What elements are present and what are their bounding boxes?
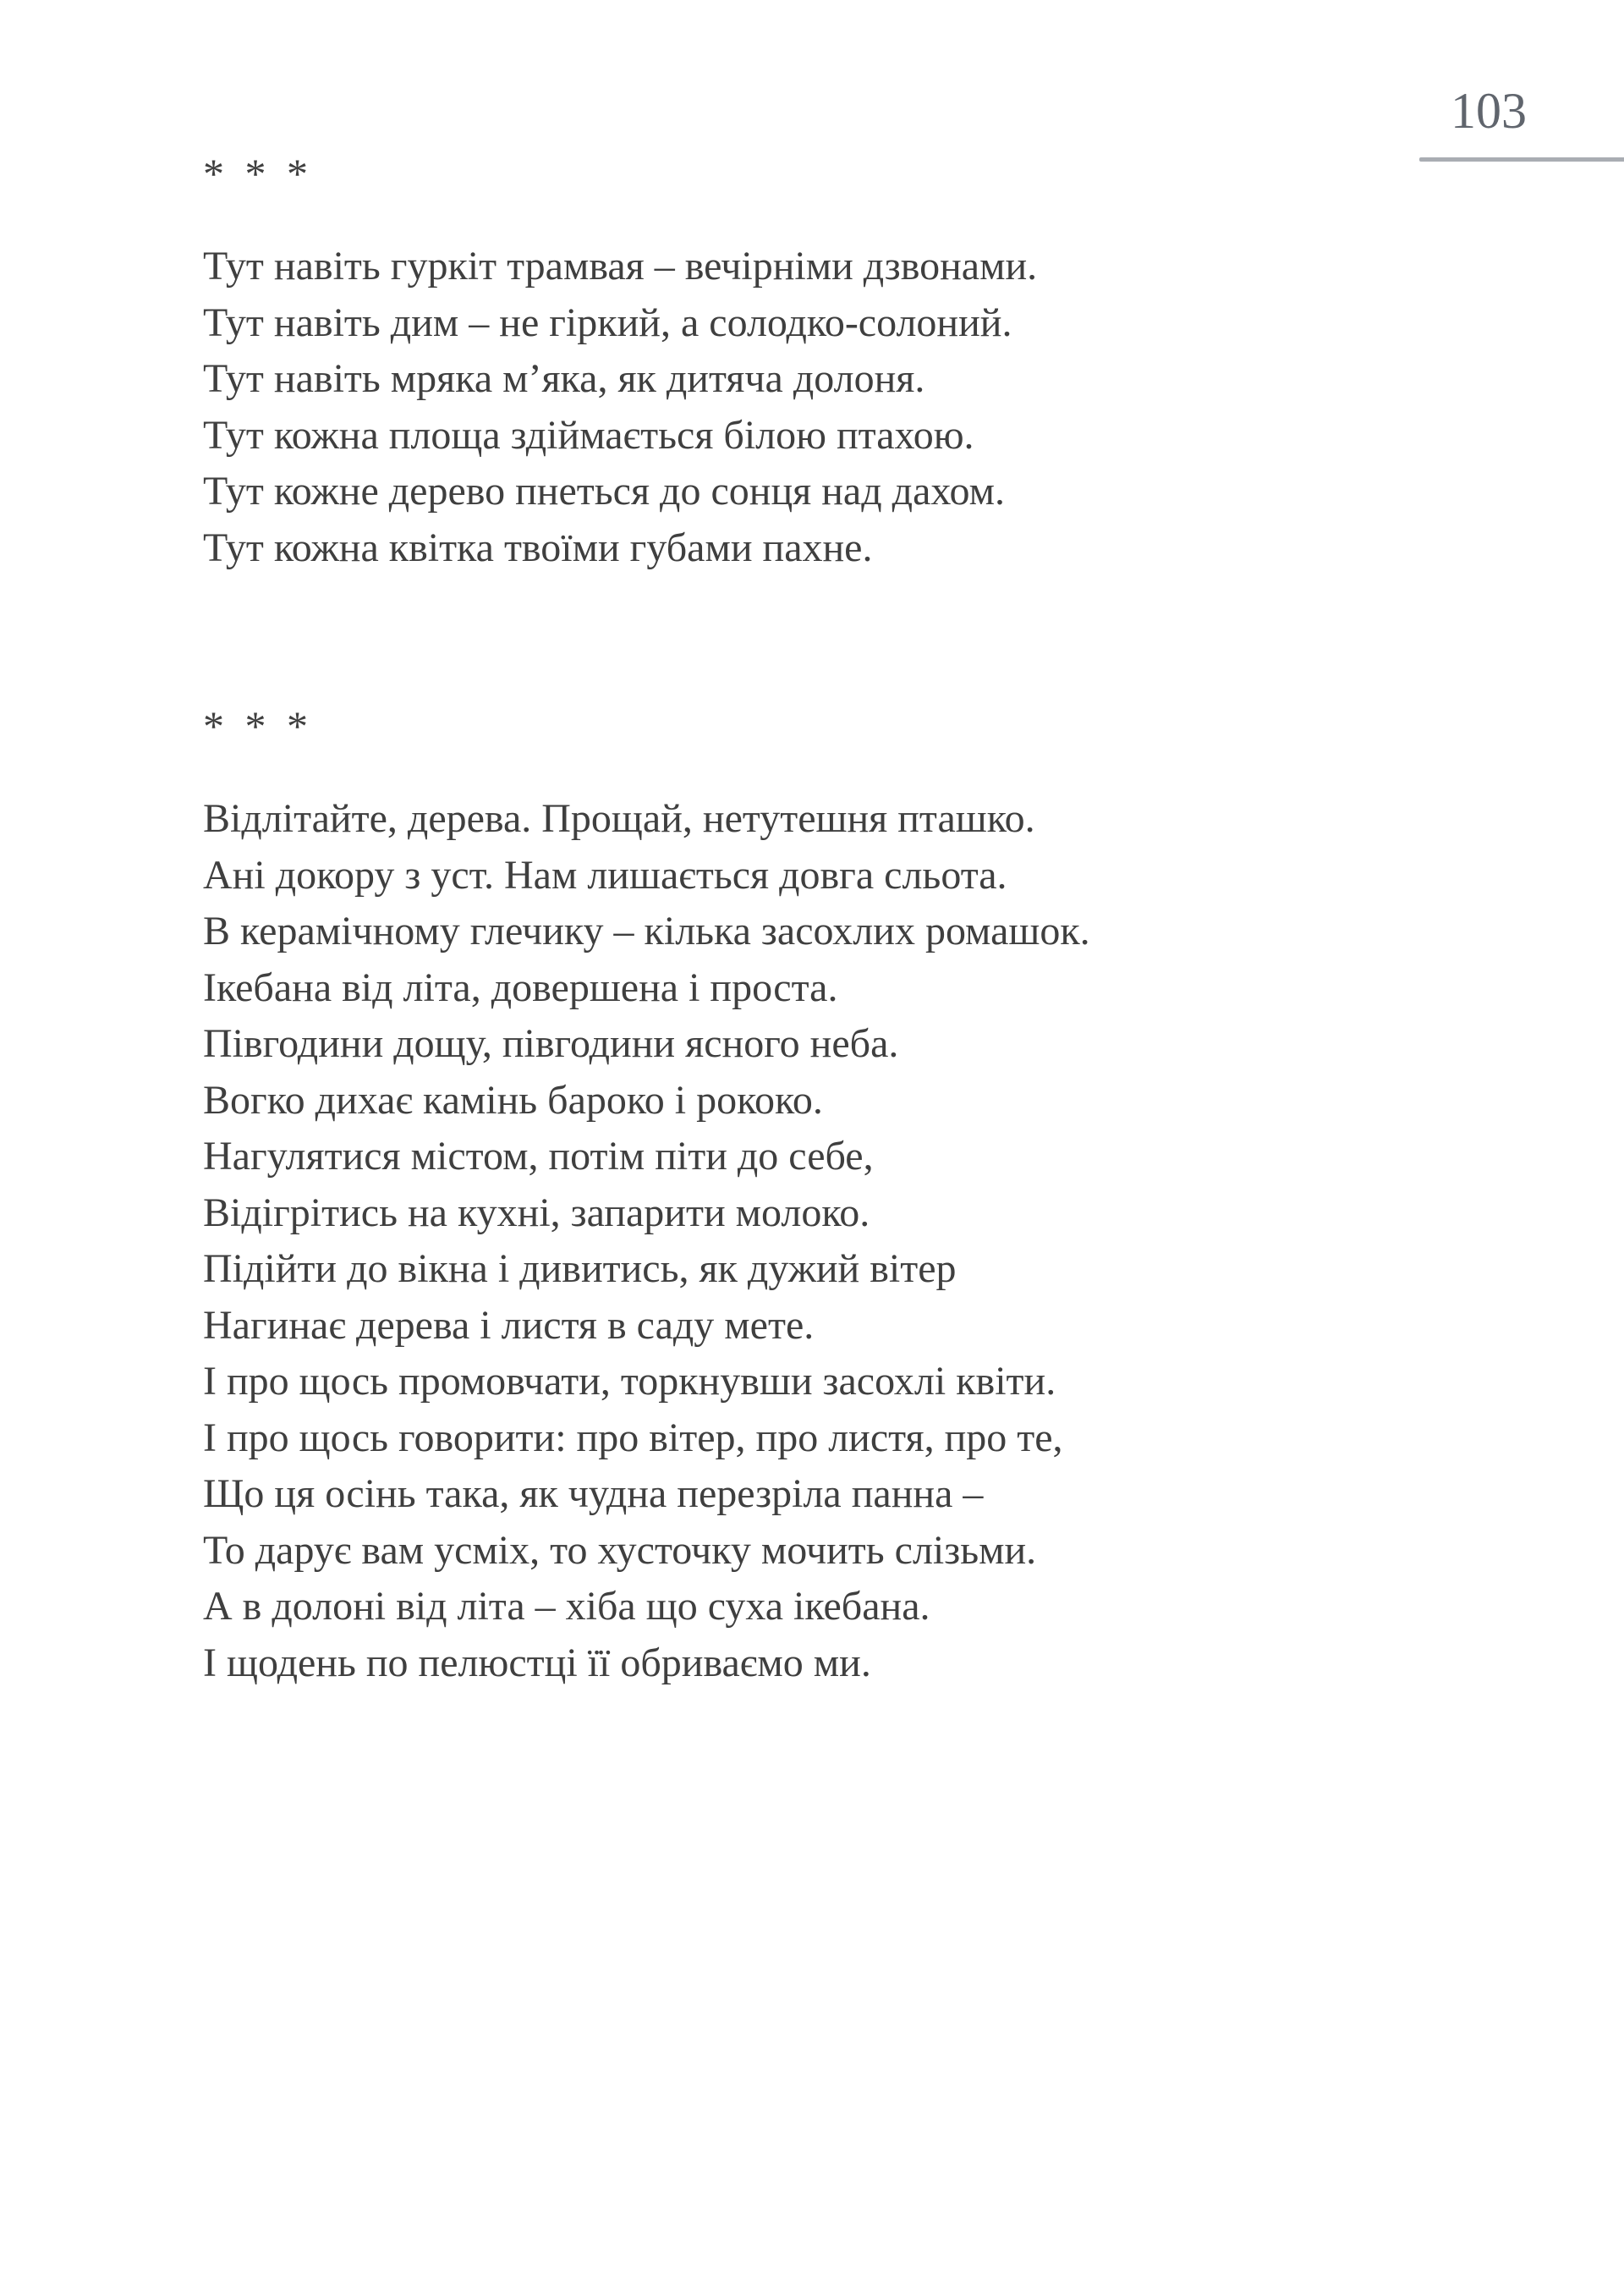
poem-line: Тут кожна квітка твоїми губами пахне. [203, 525, 873, 570]
poem-2 [203, 702, 1090, 1691]
header-rule [1419, 157, 1624, 162]
poem-line: Тут кожна площа здіймається білою птахою. [203, 412, 974, 458]
poem-marker: * * * [203, 150, 313, 197]
page-number: 103 [1451, 83, 1527, 139]
poem-1 [203, 152, 1037, 576]
poem-line: Нагулятися містом, потім піти до себе, [203, 1134, 874, 1179]
poem-line: Ікебана від літа, довершена і проста. [203, 964, 838, 1010]
poem-line: Тут кожне дерево пнеться до сонця над дахом. [203, 469, 1005, 514]
poem-line: Вогко дихає камінь бароко і рококо. [203, 1077, 823, 1123]
poem-line: І щодень по пелюстці її обриваємо ми. [203, 1640, 871, 1685]
poem-marker: * * * [203, 702, 313, 750]
poem-line: А в долоні від літа – хіба що суха ікебана. [203, 1584, 930, 1629]
poem-line: Тут навіть мряка м’яка, як дитяча долоня. [203, 356, 925, 401]
poem-line: Півгодини дощу, півгодини ясного неба. [203, 1021, 899, 1066]
poem-line: Що ця осінь така, як чудна перезріла панна – [203, 1471, 984, 1516]
poem-line: Відігрітись на кухні, запарити молоко. [203, 1190, 870, 1235]
poem-line: Підійти до вікна і дивитись, як дужий вітер [203, 1246, 957, 1291]
poem-line: В керамічному глечику – кілька засохлих ромашок. [203, 909, 1090, 953]
poem-line: Ані докору з уст. Нам лишається довга сльота. [203, 852, 1007, 898]
poem-line: Відлітайте, дерева. Прощай, нетутешня пташко. [203, 796, 1035, 841]
poem-line: Тут навіть гуркіт трамвая – вечірніми дзвонами. [203, 244, 1038, 288]
poem-line: І про щось промовчати, торкнувши засохлі квіти. [203, 1359, 1056, 1404]
poem-line: То дарує вам усміх, то хусточку мочить слізьми. [203, 1527, 1037, 1573]
poem-line: Тут навіть дим – не гіркий, а солодко-солоний. [203, 299, 1012, 345]
poem-line: Нагинає дерева і листя в саду мете. [203, 1302, 815, 1348]
poem-line: І про щось говорити: про вітер, про листя, про те, [203, 1415, 1063, 1460]
